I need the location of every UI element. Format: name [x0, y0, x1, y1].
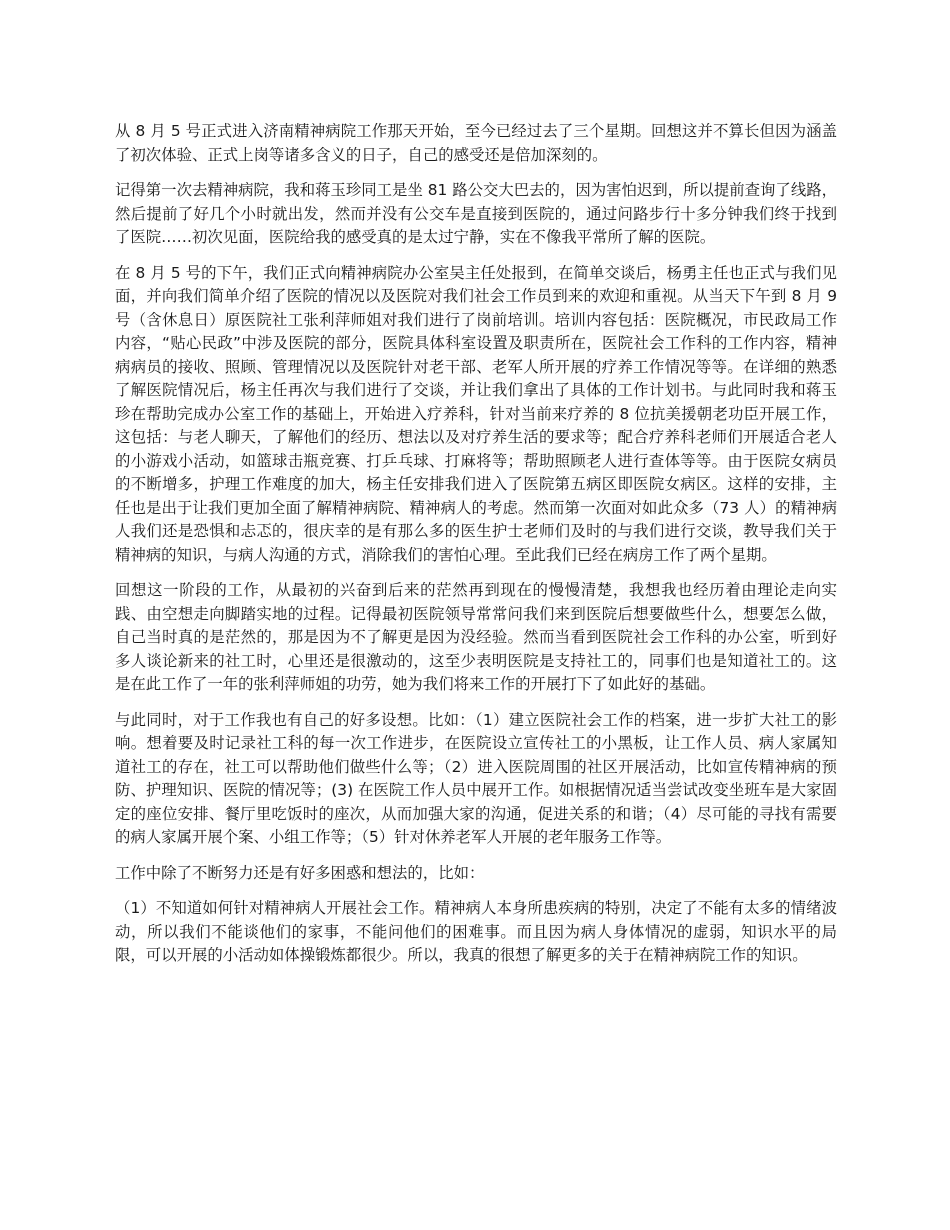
paragraph-training: 在 8 月 5 号的下午，我们正式向精神病院办公室吴主任处报到，在简单交谈后，杨勇主任也正式与我们见面，并向我们简单介绍了医院的情况以及医院对我们社会工作员到来的欢迎和重视。从当天下午到 8 月 9 号（含休息日）原医院社工张利萍师姐对我们进行了岗前培训。培训内容包括：医院概况，市民政局工作内容，“贴心民政”中涉及医院的部分，医院具体科室设置及职责所在，医院社会工作科的工作内容，精神病病员的接收、照顾、管理情况以及医院针对老干部、老军人所开展的疗养工作情况等等。在详细的熟悉了解医院情况后，杨主任再次与我们进行了交谈，并让我们拿出了具体的工作计划书。与此同时我和蒋玉珍在帮助完成办公室工作的基础上，开始进入疗养科，针对当前来疗养的 8 位抗美援朝老功臣开展工作，这包括：与老人聊天，了解他们的经历、想法以及对疗养生活的要求等；配合疗养科老师们开展适合老人的小游戏小活动，如篮球击瓶竞赛、打乒乓球、打麻将等；帮助照顾老人进行查体等等。由于医院女病员的不断增多，护理工作难度的加大，杨主任安排我们进入了医院第五病区即医院女病区。这样的安排，主任也是出于让我们更加全面了解精神病院、精神病人的考虑。然而第一次面对如此众多（73 人）的精神病人我们还是恐惧和忐忑的，很庆幸的是有那么多的医生护士老师们及时的与我们进行交谈，教导我们关于精神病的知识，与病人沟通的方式，消除我们的害怕心理。至此我们已经在病房工作了两个星期。	[115, 263, 837, 564]
paragraph-questions-intro: 工作中除了不断努力还是有好多困惑和想法的，比如：	[115, 863, 485, 882]
paragraph-intro: 从 8 月 5 号正式进入济南精神病院工作那天开始，至今已经过去了三个星期。回想这并不算长但因为涵盖了初次体验、正式上岗等诸多含义的日子，自己的感受还是倍加深刻的。	[115, 122, 837, 164]
paragraph-question-1: （1）不知道如何针对精神病人开展社会工作。精神病人本身所患疾病的特别，决定了不能有太多的情绪波动，所以我们不能谈他们的家事，不能问他们的困难事。而且因为病人身体情况的虚弱，知识水平的局限，可以开展的小活动如体操锻炼都很少。所以，我真的很想了解更多的关于在精神病院工作的知识。	[115, 899, 837, 964]
document-page	[115, 120, 837, 980]
paragraph-plans: 与此同时，对于工作我也有自己的好多设想。比如：（1）建立医院社会工作的档案，进一步扩大社工的影响。想着要及时记录社工科的每一次工作进步，在医院设立宣传社工的小黑板，让工作人员、病人家属知道社工的存在，社工可以帮助他们做些什么等；（2）进入医院周围的社区开展活动，比如宣传精神病的预防、护理知识、医院的情况等；(3) 在医院工作人员中展开工作。如根据情况适当尝试改变坐班车是大家固定的座位安排、餐厅里吃饭时的座次，从而加强大家的沟通，促进关系的和谐；（4）尽可能的寻找有需要的病人家属开展个案、小组工作等；（5）针对休养老军人开展的老年服务工作等。	[115, 710, 837, 846]
paragraph-reflection: 回想这一阶段的工作，从最初的兴奋到后来的茫然再到现在的慢慢清楚，我想我也经历着由理论走向实践、由空想走向脚踏实地的过程。记得最初医院领导常常问我们来到医院后想要做些什么，想要怎么做，自己当时真的是茫然的，那是因为不了解更是因为没经验。然而当看到医院社会工作科的办公室，听到好多人谈论新来的社工时，心里还是很激动的，这至少表明医院是支持社工的，同事们也是知道社工的。这是在此工作了一年的张利萍师姐的功劳，她为我们将来工作的开展打下了如此好的基础。	[115, 581, 837, 693]
paragraph-first-visit: 记得第一次去精神病院，我和蒋玉珍同工是坐 81 路公交大巴去的，因为害怕迟到，所以提前查询了线路，然后提前了好几个小时就出发，然而并没有公交车是直接到医院的，通过问路步行十多分钟我们终于找到了医院……初次见面，医院给我的感受真的是太过宁静，实在不像我平常所了解的医院。	[115, 181, 837, 246]
